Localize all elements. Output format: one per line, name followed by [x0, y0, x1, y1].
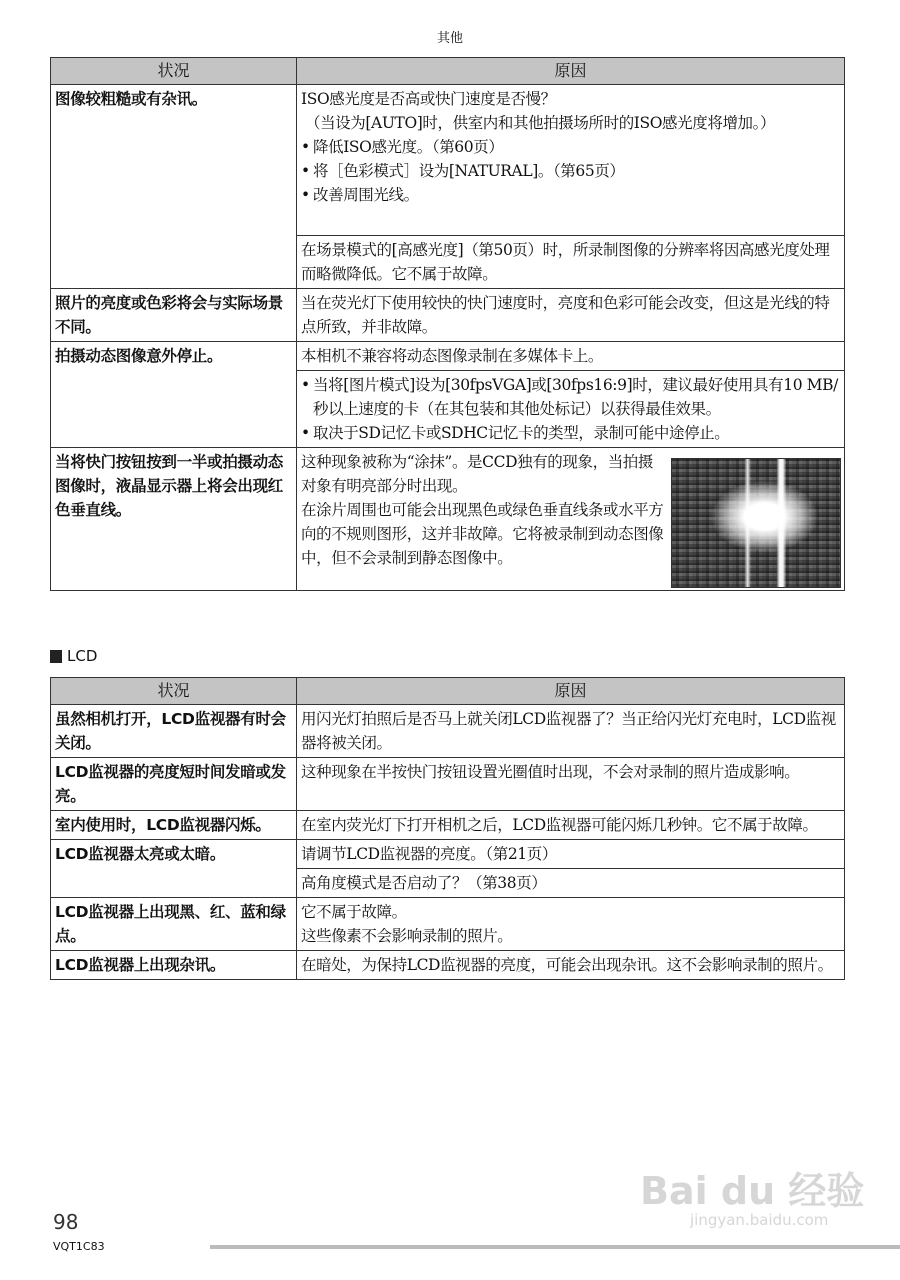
status-cell: LCD监视器的亮度短时间发暗或发亮。 [51, 758, 297, 811]
column-header-cause: 原因 [297, 58, 845, 85]
cause-text: 这种现象被称为“涂抹”。是CCD独有的现象，当拍摄对象有明亮部分时出现。 [301, 453, 653, 495]
model-code: VQT1C83 [53, 1240, 105, 1253]
table-row [51, 758, 845, 811]
watermark-url: jingyan.baidu.com [690, 1211, 829, 1229]
cause-cell: 本相机不兼容将动态图像录制在多媒体卡上。 [297, 342, 845, 371]
page-number: 98 [53, 1210, 79, 1234]
column-header-status: 状况 [51, 58, 297, 85]
table-row [51, 342, 845, 371]
column-header-cause: 原因 [297, 678, 845, 705]
status-cell: 拍摄动态图像意外停止。 [51, 342, 297, 448]
table-row [51, 811, 845, 840]
cause-line: （当设为[AUTO]时，供室内和其他拍摄场所时的ISO感光度将增加。） [305, 114, 776, 132]
cause-cell: 在室内荧光灯下打开相机之后，LCD监视器可能闪烁几秒钟。它不属于故障。 [297, 811, 845, 840]
section-heading-lcd [50, 647, 97, 665]
cause-cell: 当在荧光灯下使用较快的快门速度时，亮度和色彩可能会改变，但这是光线的特点所致，并非故障。 [297, 289, 845, 342]
cause-line: 这些像素不会影响录制的照片。 [301, 927, 513, 945]
bullet-item: • 改善周围光线。 [301, 183, 841, 207]
status-cell: LCD监视器太亮或太暗。 [51, 840, 297, 898]
cause-cell [297, 448, 845, 591]
cause-cell [297, 85, 845, 236]
status-cell: LCD监视器上出现黑、红、蓝和绿点。 [51, 898, 297, 951]
cause-cell: 在暗处，为保持LCD监视器的亮度，可能会出现杂讯。这不会影响录制的照片。 [297, 951, 845, 980]
table-row [51, 951, 845, 980]
bullet-item: • 将［色彩模式］设为[NATURAL]。（第65页） [301, 159, 841, 183]
bullet-item: • 取决于SD记忆卡或SDHC记忆卡的类型，录制可能中途停止。 [301, 421, 841, 445]
smear-example-image [671, 458, 841, 588]
baidu-jingyan-watermark [640, 1160, 864, 1229]
lcd-troubleshooting-table [50, 677, 845, 980]
column-header-status: 状况 [51, 678, 297, 705]
table-row [51, 448, 845, 591]
page-header: 其他 [436, 31, 463, 46]
status-cell: 照片的亮度或色彩将会与实际场景不同。 [51, 289, 297, 342]
square-bullet-icon [50, 650, 62, 663]
table-row [51, 289, 845, 342]
cause-cell: 这种现象在半按快门按钮设置光圈值时出现，不会对录制的照片造成影响。 [297, 758, 845, 811]
table-row [51, 898, 845, 951]
watermark-logo: Bai du 经验 [640, 1169, 865, 1213]
cause-cell [297, 898, 845, 951]
troubleshooting-table [50, 57, 845, 591]
cause-cell: 用闪光灯拍照后是否马上就关闭LCD监视器了？当正给闪光灯充电时，LCD监视器将被关闭。 [297, 705, 845, 758]
status-cell: 虽然相机打开，LCD监视器有时会关闭。 [51, 705, 297, 758]
table-header-row [51, 678, 845, 705]
table-header-row [51, 58, 845, 85]
table-row [51, 840, 845, 869]
bullet-item: • 降低ISO感光度。（第60页） [301, 135, 841, 159]
cause-cell: 高角度模式是否启动了？（第38页） [297, 869, 845, 898]
footer-divider [210, 1245, 900, 1249]
status-cell: LCD监视器上出现杂讯。 [51, 951, 297, 980]
cause-cell: 请调节LCD监视器的亮度。（第21页） [297, 840, 845, 869]
status-cell: 当将快门按钮按到一半或拍摄动态图像时，液晶显示器上将会出现红色垂直线。 [51, 448, 297, 591]
cause-line: ISO感光度是否高或快门速度是否慢？ [301, 90, 556, 108]
table-row [51, 705, 845, 758]
status-cell: 室内使用时，LCD监视器闪烁。 [51, 811, 297, 840]
table-row [51, 85, 845, 236]
cause-cell: 在场景模式的[高感光度]（第50页）时，所录制图像的分辨率将因高感光度处理而略微降低。它不属于故障。 [297, 236, 845, 289]
cause-cell [297, 371, 845, 448]
bullet-item: • 当将[图片模式]设为[30fpsVGA]或[30fps16:9]时，建议最好使用具有10 MB/秒以上速度的卡（在其包装和其他处标记）以获得最佳效果。 [301, 373, 841, 421]
cause-line: 它不属于故障。 [301, 903, 407, 921]
cause-text: 在涂片周围也可能会出现黑色或绿色垂直线条或水平方向的不规则图形，这并非故障。它将被录制到动态图像中，但不会录制到静态图像中。 [301, 501, 664, 567]
status-cell: 图像较粗糙或有杂讯。 [51, 85, 297, 289]
section-title: LCD [67, 647, 98, 665]
